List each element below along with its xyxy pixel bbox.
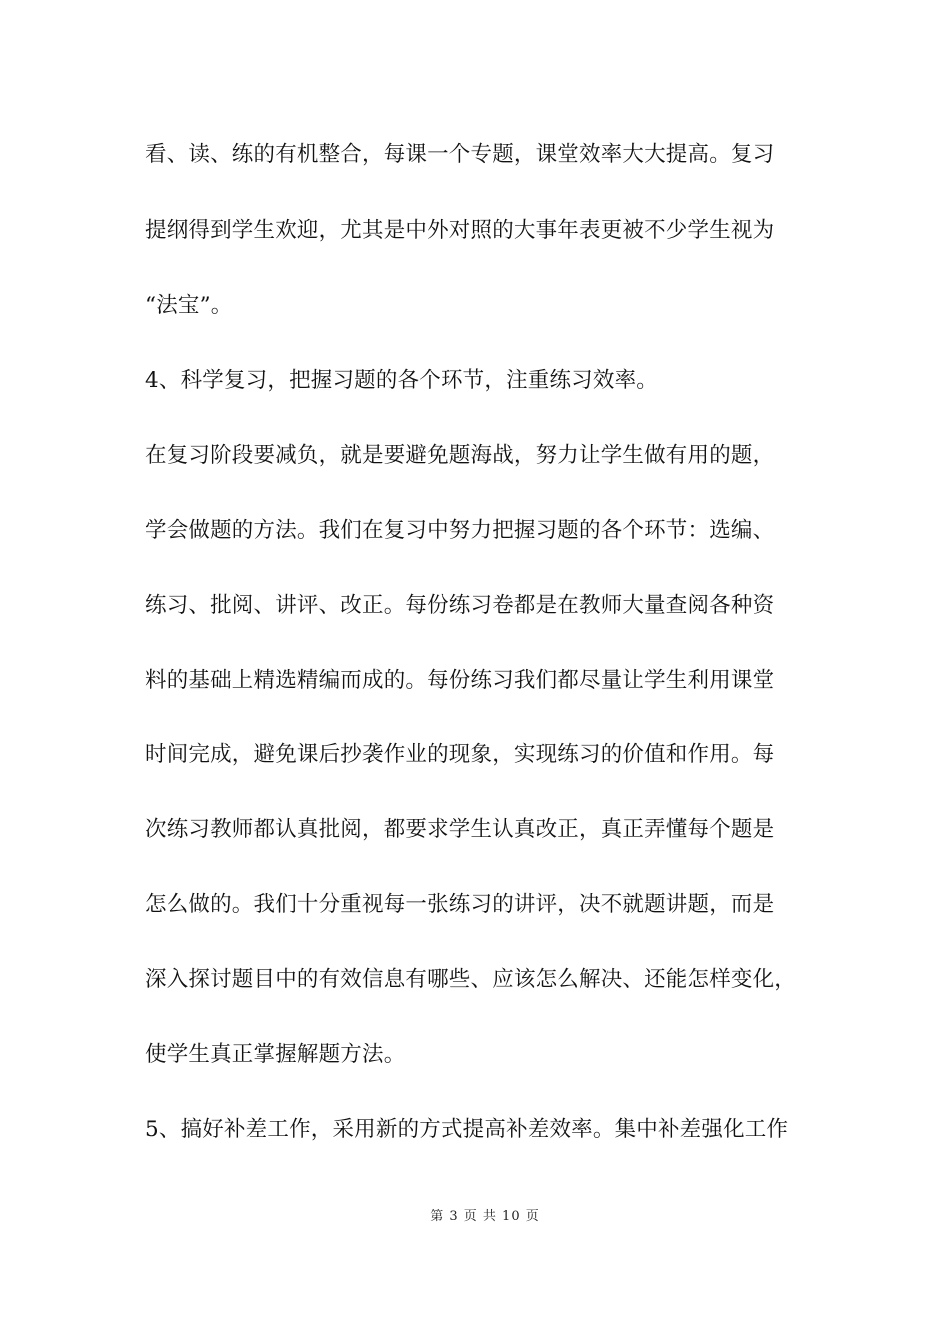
section-heading-5: 5、搞好补差工作，采用新的方式提高补差效率。集中补差强化工作 (145, 1117, 789, 1142)
body-text-line: 次练习教师都认真批阅，都要求学生认真改正，真正弄懂每个题是 (145, 817, 775, 842)
body-text-line: 在复习阶段要减负，就是要避免题海战，努力让学生做有用的题， (145, 443, 775, 468)
body-text-line: 料的基础上精选精编而成的。每份练习我们都尽量让学生利用课堂 (145, 668, 775, 693)
body-text-line: 看、读、练的有机整合，每课一个专题，课堂效率大大提高。复习 (145, 142, 775, 167)
body-text-line: 深入探讨题目中的有效信息有哪些、应该怎么解决、还能怎样变化， (145, 967, 797, 992)
page-number-footer: 第 3 页 共 10 页 (430, 1209, 540, 1224)
body-text-line: “法宝”。 (145, 293, 233, 318)
body-text-line: 提纲得到学生欢迎，尤其是中外对照的大事年表更被不少学生视为 (145, 218, 775, 243)
body-text-line: 怎么做的。我们十分重视每一张练习的讲评，决不就题讲题，而是 (145, 892, 775, 917)
body-text-line: 学会做题的方法。我们在复习中努力把握习题的各个环节：选编、 (145, 518, 775, 543)
body-text-line: 时间完成，避免课后抄袭作业的现象，实现练习的价值和作用。每 (145, 742, 775, 767)
body-text-line: 练习、批阅、讲评、改正。每份练习卷都是在教师大量查阅各种资 (145, 593, 775, 618)
body-text-line: 使学生真正掌握解题方法。 (145, 1042, 406, 1067)
section-heading-4: 4、科学复习，把握习题的各个环节，注重练习效率。 (145, 368, 658, 393)
